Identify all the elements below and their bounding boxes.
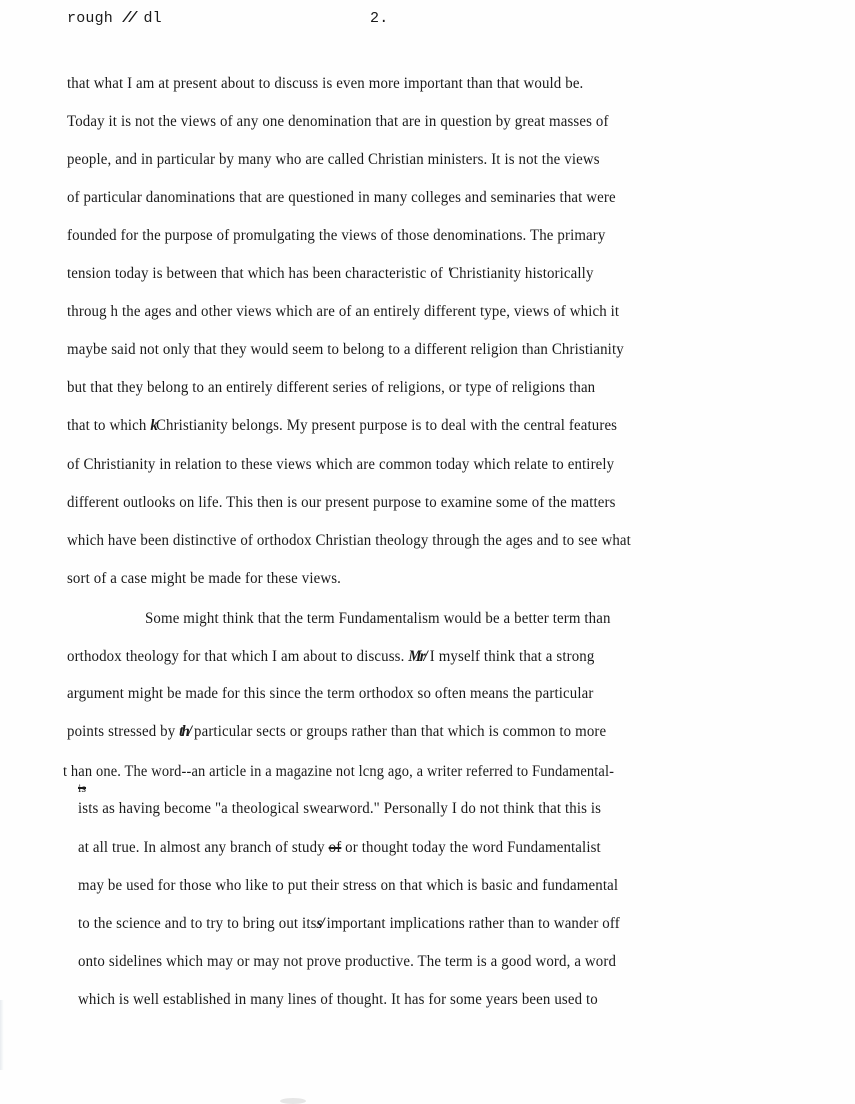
text-segment: points stressed by [67, 723, 180, 740]
text-line: argument might be made for this since the term orthodox so often means the particular [67, 685, 594, 702]
text-line: people, and in particular by many who are called Christian ministers. It is not the views [67, 151, 600, 168]
text-line: maybe said not only that they would seem to belong to a different religion than Christianity [67, 341, 624, 358]
draft-label-suffix: dl [143, 10, 162, 27]
text-segment: particular sects or groups rather than that which is common to more [190, 723, 607, 740]
text-segment: at all true. In almost any branch of study [78, 839, 329, 856]
typed-correction: k [150, 417, 156, 434]
text-line [67, 264, 594, 284]
page-number: 2. [370, 10, 389, 27]
typed-correction: th/ [179, 723, 191, 740]
typed-correction: Mr/ [408, 648, 426, 665]
text-line: t han one. The word--an article in a magazine not lcng ago, a writer referred to Fundamental- [63, 763, 615, 780]
text-segment: Christianity historically [449, 265, 594, 282]
text-segment: important implications rather than to wander off [322, 915, 620, 932]
text-line: but that they belong to an entirely different series of religions, or type of religions than [67, 379, 596, 396]
text-line [67, 722, 606, 742]
struck-insert: is [78, 781, 87, 795]
text-line: which have been distinctive of orthodox Christian theology through the ages and to see what [67, 532, 631, 549]
text-line: may be used for those who like to put their stress on that which is basic and fundamental [78, 877, 619, 894]
text-line: Some might think that the term Fundamentalism would be a better term than [145, 610, 611, 627]
scan-smudge [280, 1098, 306, 1104]
text-line: throug h the ages and other views which are of an entirely different type, views of which it [67, 303, 620, 320]
text-line: which is well established in many lines of thought. It has for some years been used to [78, 991, 598, 1008]
draft-label-prefix: rough [67, 10, 114, 27]
text-line: sort of a case might be made for these views. [67, 570, 342, 587]
draft-label [67, 10, 162, 27]
text-line [78, 914, 620, 934]
struck-word: of [328, 839, 342, 856]
text-segment: or thought today the word Fundamentalist [341, 839, 601, 856]
text-line [78, 838, 601, 858]
typed-correction: s/ [316, 915, 323, 932]
text-line: Today it is not the views of any one denomination that are in question by great masses of [67, 113, 609, 130]
text-line: onto sidelines which may or may not prove productive. The term is a good word, a word [78, 953, 617, 970]
text-line [67, 416, 617, 436]
text-segment: Christianity belongs. My present purpose is to deal with the central features [155, 417, 618, 434]
text-line: different outlooks on life. This then is our present purpose to examine some of the matters [67, 494, 616, 511]
text-line: founded for the purpose of promulgating the views of those denominations. The primary [67, 227, 606, 244]
text-line: of particular danominations that are questioned in many colleges and seminaries that were [67, 189, 616, 206]
text-line: of Christianity in relation to these views which are common today which relate to entirely [67, 456, 615, 473]
typed-correction: ' [446, 265, 450, 282]
text-segment: orthodox theology for that which I am about to discuss. [67, 648, 409, 665]
text-line: ists as having become "a theological swearword." Personally I do not think that this is [78, 800, 602, 817]
text-segment: to the science and to try to bring out its [78, 915, 317, 932]
text-segment: tension today is between that which has been characteristic of [67, 265, 447, 282]
text-segment: I myself think that a strong [425, 648, 595, 665]
text-line: that what I am at present about to discuss is even more important than that would be. [67, 75, 584, 92]
draft-label-mark: // [122, 10, 135, 27]
text-segment: that to which [67, 417, 151, 434]
text-line [67, 647, 594, 667]
scan-edge-shadow [0, 1000, 4, 1070]
